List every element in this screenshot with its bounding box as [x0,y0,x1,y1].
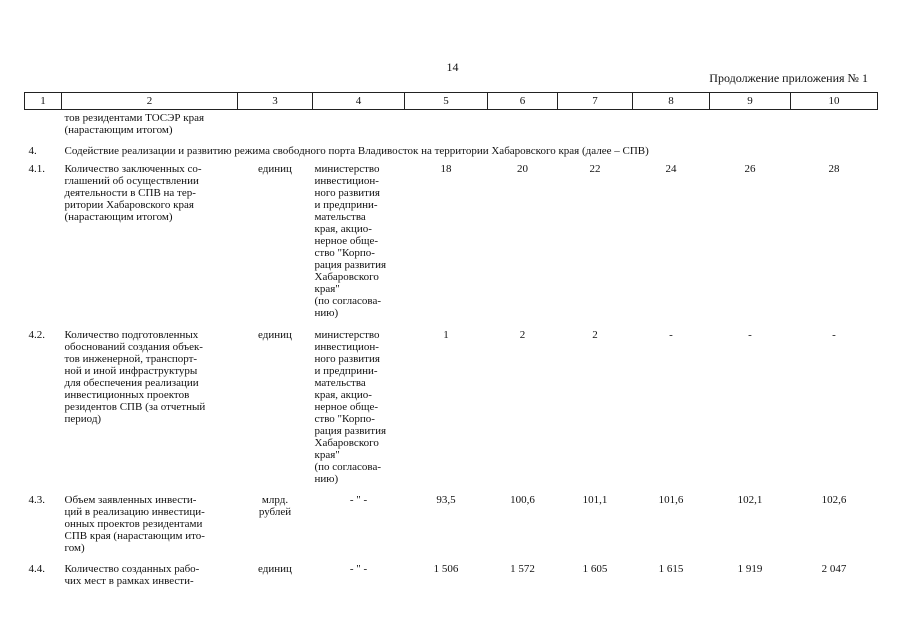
value-cell: - [669,329,673,341]
page-number: 14 [446,60,459,74]
column-header: 4 [313,93,405,110]
value-cell: 1 [443,329,449,341]
value-cell: 102,1 [737,494,763,506]
column-header: 9 [710,93,791,110]
value-cell: 1 919 [737,563,763,575]
value-cell: 101,1 [582,494,608,506]
value-cell: 1 506 [433,563,459,575]
table-row [25,163,878,319]
unit: единиц [258,329,292,341]
value-cell: 1 572 [510,563,535,575]
value-cell: 22 [589,163,601,175]
indicator-name: Объем заявленных инвести- ций в реализацию инвестици- онных проектов резидентами СПВ края (нарастающим ито- гом) [64,494,205,554]
row-number: 4.4. [28,563,45,575]
indicator-name: Количество подготовленных обоснований создания объек- тов инженерной, транспорт- ной и иной инфраструктуры для обеспечения реализации инвестиционных проектов резидентов СПВ (за отчетный период) [64,329,206,425]
value-cell: 100,6 [510,494,535,506]
executor: - " - [349,494,368,506]
indicator-name: Количество созданных рабо- чих мест в рамках инвести- [64,563,200,587]
section-title: Содействие реализации и развитию режима свободного порта Владивосток на территории Хабаровского края (далее – СПВ) [64,145,649,157]
column-header: 10 [791,93,878,110]
column-header-row [25,93,878,110]
value-cell: 26 [744,163,756,175]
unit: млрд. рублей [258,494,292,518]
column-header: 1 [25,93,62,110]
value-cell: 24 [665,163,677,175]
unit: единиц [258,563,292,575]
section-row [25,136,878,163]
section-number: 4. [28,145,37,157]
row-number: 4.3. [28,494,45,506]
column-header: 3 [238,93,313,110]
indicators-table [24,92,878,587]
column-header: 7 [558,93,633,110]
column-header: 2 [62,93,238,110]
row-number: 4.1. [28,163,45,175]
value-cell: - [832,329,836,341]
carry-over-text: тов резидентами ТОСЭР края (нарастающим итогом) [64,112,205,136]
row-number: 4.2. [28,329,45,341]
executor: министерство инвестицион- ного развития и предприни- мательства края, акцио- нерное обще- ство "Корпо- рация развития Хабаровского края" (по согласова- нию) [314,329,387,485]
value-cell: - [748,329,752,341]
value-cell: 28 [828,163,840,175]
value-cell: 2 047 [821,563,847,575]
value-cell: 20 [517,163,528,175]
column-header: 8 [633,93,710,110]
value-cell: 18 [440,163,452,175]
table-row [25,563,878,587]
table-row [25,329,878,485]
value-cell: 2 [592,329,598,341]
value-cell: 1 615 [658,563,684,575]
value-cell: 101,6 [658,494,684,506]
column-header: 6 [488,93,558,110]
column-header: 5 [405,93,488,110]
value-cell: 1 605 [582,563,608,575]
value-cell: 102,6 [821,494,847,506]
continuation-note: Продолжение приложения № 1 [709,71,868,85]
unit: единиц [258,163,292,175]
executor: министерство инвестицион- ного развития и предприни- мательства края, акцио- нерное обще- ство "Корпо- рация развития Хабаровского края" (по согласова- нию) [314,163,387,319]
value-cell: 2 [519,329,526,341]
indicator-name: Количество заключенных со- глашений об осуществлении деятельности в СПВ на тер- ритории Хабаровского края (нарастающим итогом) [64,163,202,223]
executor: - " - [349,563,368,575]
carry-over-row [25,110,878,137]
value-cell: 93,5 [436,494,456,506]
table-row [25,494,878,554]
